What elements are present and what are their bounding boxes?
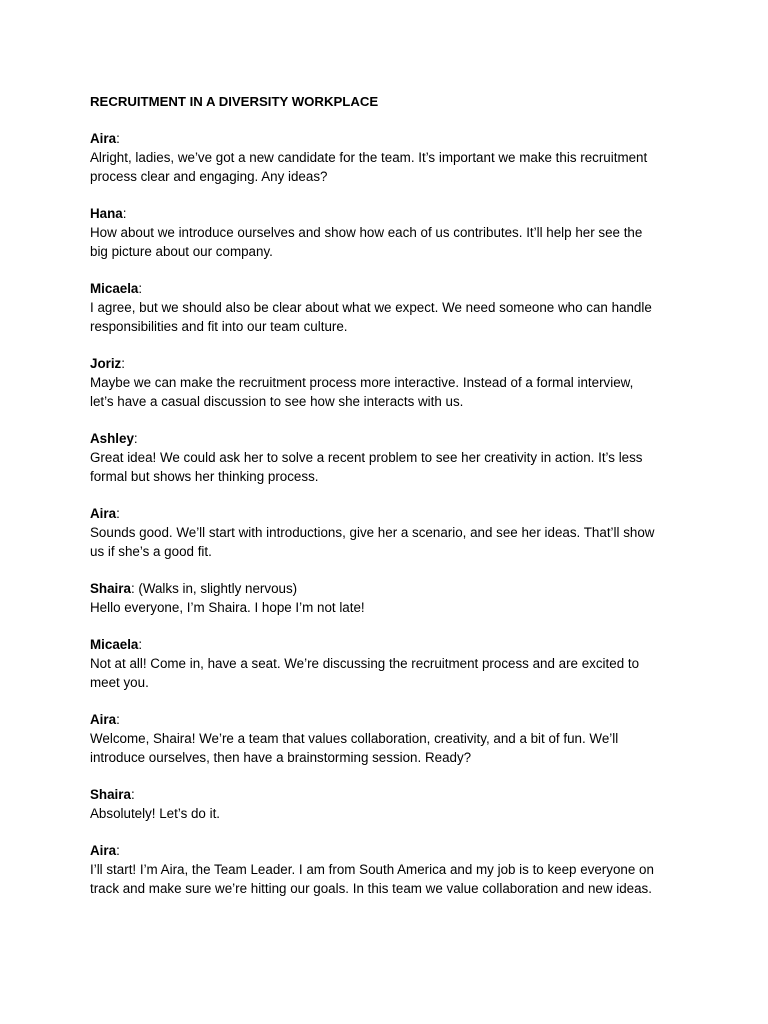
dialogue-turn — [90, 429, 690, 486]
dialogue-turn — [90, 579, 690, 617]
speaker-suffix: : — [116, 131, 120, 146]
dialogue-line: responsibilities and fit into our team culture. — [90, 319, 348, 334]
dialogue-line: How about we introduce ourselves and show how each of us contributes. It’ll help her see the — [90, 225, 643, 240]
document-body — [90, 92, 690, 916]
dialogue-line: big picture about our company. — [90, 244, 273, 259]
dialogue-turn — [90, 841, 690, 898]
speaker-suffix: : — [138, 637, 143, 652]
speaker-suffix: : — [116, 712, 120, 727]
speaker-suffix: : — [133, 431, 138, 446]
speaker-name: Micaela — [90, 637, 139, 652]
speaker-line — [90, 635, 690, 654]
speaker-suffix: : — [121, 356, 125, 371]
dialogue-line: meet you. — [90, 675, 149, 690]
speaker-name: Hana — [90, 206, 123, 221]
speaker-name: Ashley — [90, 431, 134, 446]
dialogue-line: formal but shows her thinking process. — [90, 469, 319, 484]
speaker-line — [90, 129, 690, 148]
dialogue-line: track and make sure we’re hitting our goals. In this team we value collaboration and new ideas. — [90, 881, 652, 896]
speaker-suffix: : — [116, 506, 120, 521]
dialogue-line: us if she’s a good fit. — [90, 544, 212, 559]
dialogue-turn — [90, 279, 690, 336]
document-title: RECRUITMENT IN A DIVERSITY WORKPLACE — [90, 94, 379, 109]
speaker-line — [90, 504, 690, 523]
speaker-name: Micaela — [90, 281, 139, 296]
dialogue-line: Maybe we can make the recruitment process more interactive. Instead of a formal interview, — [90, 375, 634, 390]
speaker-line — [90, 429, 690, 448]
dialogue-line: I agree, but we should also be clear about what we expect. We need someone who can handle — [90, 300, 652, 315]
dialogue-line: Welcome, Shaira! We’re a team that values collaboration, creativity, and a bit of fun. We’ll — [90, 731, 619, 746]
speaker-line — [90, 579, 690, 598]
speaker-line — [90, 785, 690, 804]
speaker-name: Aira — [90, 843, 117, 858]
dialogue-line: let’s have a casual discussion to see how she interacts with us. — [90, 394, 464, 409]
dialogue-turn — [90, 635, 690, 692]
speaker-name: Aira — [90, 712, 117, 727]
speaker-line — [90, 279, 690, 298]
dialogue-turn — [90, 204, 690, 261]
dialogue-turn — [90, 710, 690, 767]
dialogue-line: Alright, ladies, we’ve got a new candidate for the team. It’s important we make this recruitment — [90, 150, 648, 165]
speaker-name: Aira — [90, 131, 117, 146]
dialogue-line: process clear and engaging. Any ideas? — [90, 169, 328, 184]
speaker-name: Shaira — [90, 581, 131, 596]
speaker-line — [90, 710, 690, 729]
dialogue-line: Sounds good. We’ll start with introductions, give her a scenario, and see her ideas. That’ll show — [90, 525, 655, 540]
speaker-line — [90, 204, 690, 223]
speaker-name: Joriz — [90, 356, 122, 371]
dialogue-line: introduce ourselves, then have a brainstorming session. Ready? — [90, 750, 472, 765]
speaker-line — [90, 841, 690, 860]
speaker-suffix: : — [130, 787, 135, 802]
dialogue-line: Not at all! Come in, have a seat. We’re discussing the recruitment process and are excited to — [90, 656, 640, 671]
dialogue-line: Absolutely! Let’s do it. — [90, 806, 221, 821]
speaker-name: Shaira — [90, 787, 131, 802]
speaker-suffix: : (Walks in, slightly nervous) — [130, 581, 298, 596]
dialogue-turn — [90, 129, 690, 186]
speaker-suffix: : — [138, 281, 143, 296]
dialogue-turn — [90, 785, 690, 823]
dialogue-line: I’ll start! I’m Aira, the Team Leader. I am from South America and my job is to keep everyone on — [90, 862, 654, 877]
speaker-line — [90, 354, 690, 373]
speaker-suffix: : — [122, 206, 127, 221]
speaker-suffix: : — [116, 843, 120, 858]
dialogue-list — [90, 129, 690, 898]
speaker-name: Aira — [90, 506, 117, 521]
dialogue-line: Great idea! We could ask her to solve a recent problem to see her creativity in action. It’s less — [90, 450, 643, 465]
dialogue-turn — [90, 504, 690, 561]
dialogue-line: Hello everyone, I’m Shaira. I hope I’m not late! — [90, 600, 365, 615]
dialogue-turn — [90, 354, 690, 411]
